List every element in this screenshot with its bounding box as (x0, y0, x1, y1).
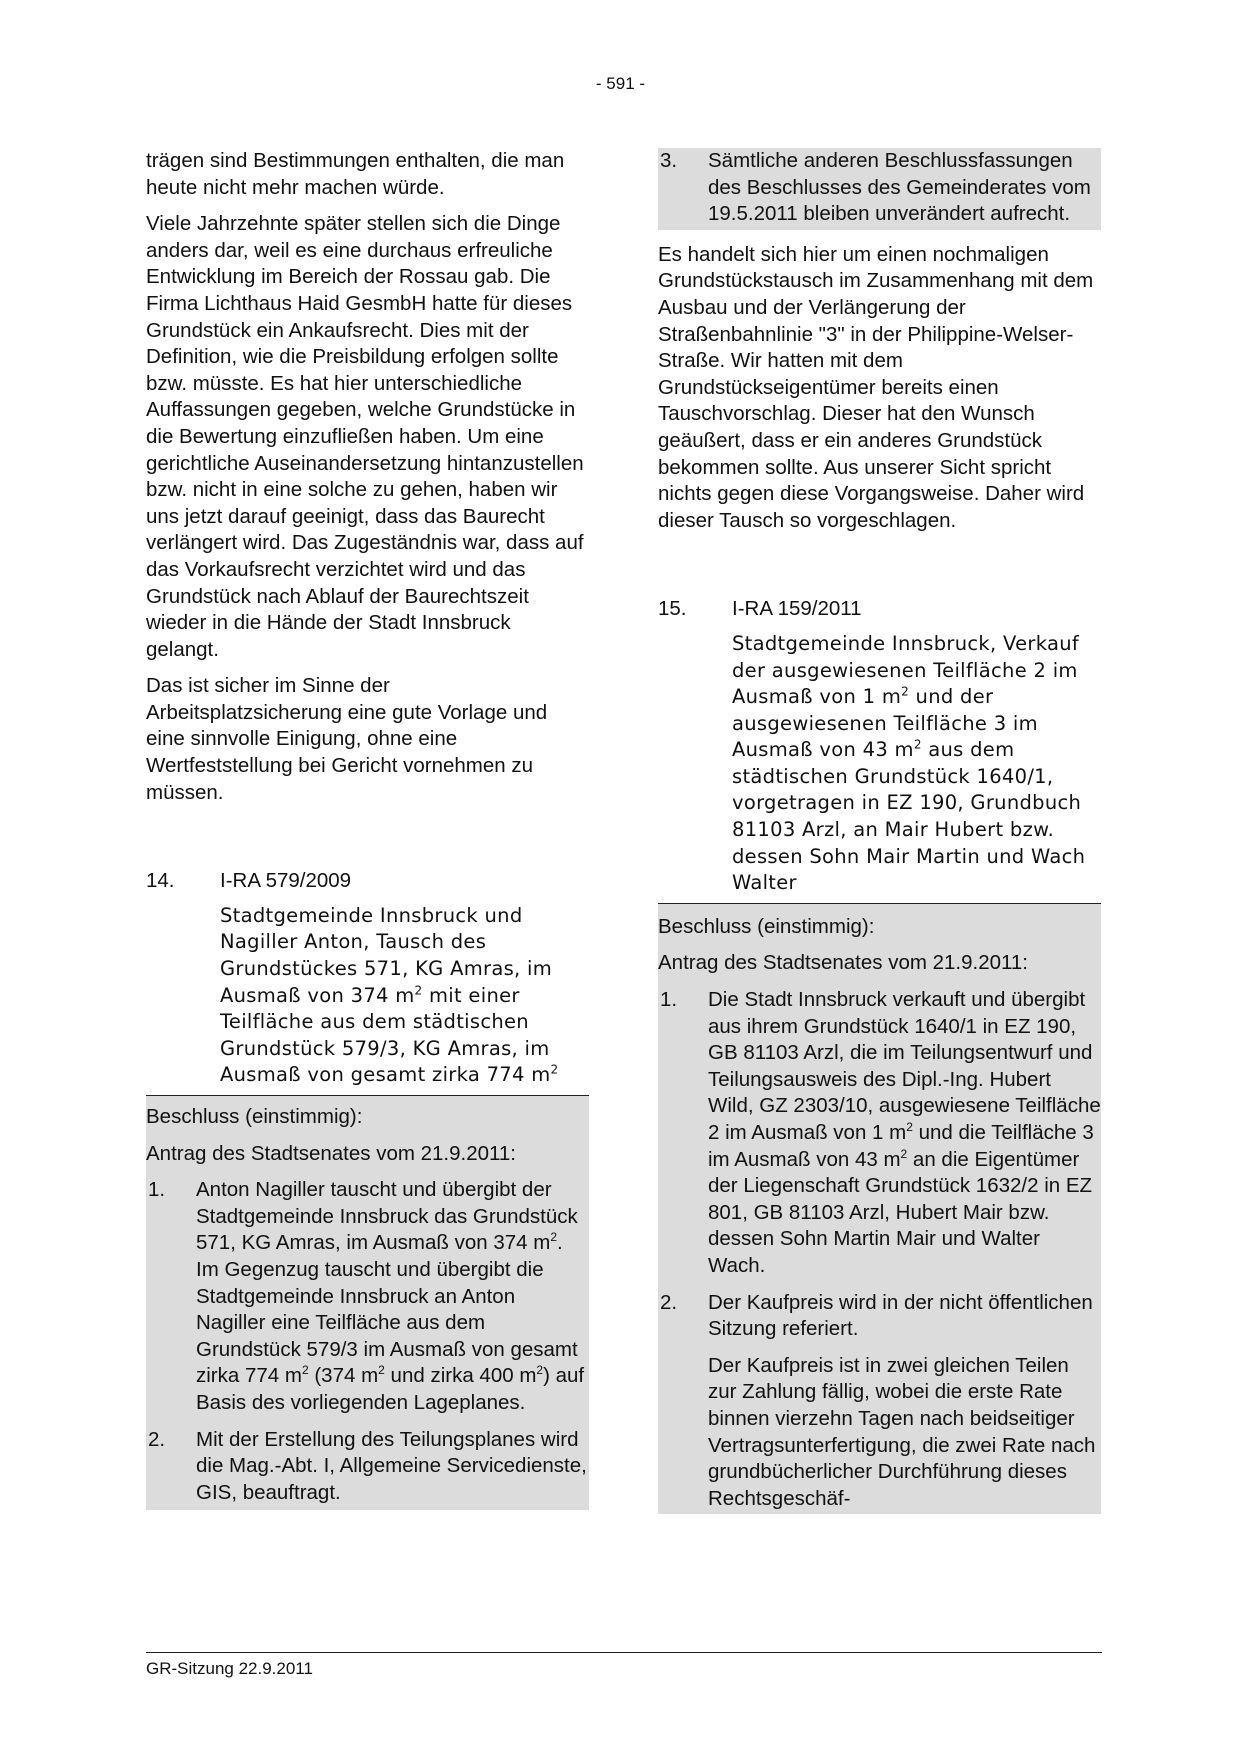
decision-label: Beschluss (einstimmig): (146, 1105, 363, 1128)
list-item: 1. Anton Nagiller tauscht und übergibt der Stadtgemeinde Innsbruck das Grundstück 571, KG Amras, im Ausmaß von 374 $m^2$. Im Gegenzug tauscht und übergibt die Stadtgemeinde Innsbruck an Anton Nagiller eine Teilfläche aus dem Grundstück 579/3 im Ausmaß von gesamt zirka 774 $m^2$ (374 $m^2$ und zirka 400 $m^2$) auf Basis des vorliegenden Lageplanes. (148, 1178, 585, 1414)
item-reference: I-RA 159/2011 (732, 597, 862, 621)
page-number: - 591 - (595, 74, 646, 93)
motion-label: Antrag des Stadtsenates vom 21.9.2011: (658, 951, 1029, 975)
list-item: 1. Die Stadt Innsbruck verkauft und übergibt aus ihrem Grundstück 1640/1 in EZ 190, GB 81103 Arzl, die im Teilungsentwurf und Teilungsausweis des Dipl.-Ing. Hubert Wild, GZ 2303/10, ausgewiesene Teilfläche 2 im Ausmaß von 1 $m^2$ und die Teilfläche 3 im Ausmaß von 43 $m^2$ an die Eigentümer der Liegenschaft Grundstück 1632/2 in EZ 801, GB 81103 Arzl, Hubert Mair bzw. dessen Sohn Martin Mair und Walter Wach. (660, 988, 1101, 1277)
resolution-block (658, 903, 1101, 1514)
footer: GR-Sitzung 22.9.2011 (146, 1652, 1102, 1679)
item-number: 14. (146, 869, 175, 893)
resolution-block (146, 1095, 589, 1510)
paragraph: trägen sind Bestimmungen enthalten, die man heute nicht mehr machen würde. (146, 149, 565, 199)
decision-label: Beschluss (einstimmig): (658, 914, 875, 938)
list-item: 2. Der Kaufpreis wird in der nicht öffentlichen Sitzung referiert. (660, 1290, 1093, 1341)
agenda-item-14 (146, 868, 589, 895)
list-item: 2. Mit der Erstellung des Teilungsplanes wird die Mag.-Abt. I, Allgemeine Servicedienste, GIS, beauftragt. (148, 1427, 587, 1504)
paragraph: Viele Jahrzehnte später stellen sich die Dinge anders dar, weil es eine durchaus erfreuliche Entwicklung im Bereich der Rossau gab. Die Firma Lichthaus Haid GesmbH hatte für dieses Grundstück ein Ankaufsrecht. Dies mit der Definition, wie die Preisbildung erfolgen sollte bzw. müsste. Es hat hier unterschiedliche Auffassungen gegeben, welche Grundstücke in die Bewertung einzufließen haben. Um eine gerichtliche Auseinandersetzung hintanzustellen bzw. nicht in eine solche zu gehen, haben wir uns jetzt darauf geeinigt, dass das Baurecht verlängert wird. Das Zugeständnis war, dass auf das Vorkaufsrecht verzichtet wird und das Grundstück nach Ablauf der Baurechtszeit wieder in die Hände der Stadt Innsbruck gelangt. (146, 212, 584, 661)
paragraph: Das ist sicher im Sinne der Arbeitsplatzsicherung eine gute Vorlage und eine sinnvolle Einigung, ohne eine Wertfeststellung bei Gericht vornehmen zu müssen. (146, 674, 548, 804)
list-item: 3. Sämtliche anderen Beschlussfassungen des Beschlusses des Gemeinderates vom 19.5.2011 bleiben unverändert aufrecht. (660, 149, 1091, 226)
item-title: Stadtgemeinde Innsbruck und Nagiller Anton, Tausch des Grundstückes 571, KG Amras, im Ausmaß von 374 $m^2$ mit einer Teilfläche aus dem städtischen Grundstück 579/3, KG Amras, im Ausmaß von gesamt zirka 774 $m^2$ (220, 903, 559, 1087)
paragraph: Der Kaufpreis ist in zwei gleichen Teilen zur Zahlung fällig, wobei die erste Rate binnen vierzehn Tagen nach beidseitiger Vertragsunterfertigung, die zwei Rate nach grundbücherlicher Durchführung dieses Rechtsgeschäf- (708, 1353, 1096, 1510)
paragraph: Es handelt sich hier um einen nochmaligen Grundstückstausch im Zusammenhang mit dem Ausbau und der Verlängerung der Straßenbahnlinie "3" in der Philippine-Welser-Straße. Wir hatten mit dem Grundstückseigentümer bereits einen Tauschvorschlag. Dieser hat den Wunsch geäußert, dass er ein anderes Grundstück bekommen sollte. Aus unserer Sicht spricht nichts gegen diese Vorgangsweise. Daher wird dieser Tausch so vorgeschlagen. (658, 242, 1094, 532)
motion-label: Antrag des Stadtsenates vom 21.9.2011: (146, 1141, 517, 1165)
item-title: Stadtgemeinde Innsbruck, Verkauf der ausgewiesenen Teilfläche 2 im Ausmaß von 1 $m^2$ und der ausgewiesenen Teilfläche 3 im Ausmaß von 43 $m^2$ aus dem städtischen Grundstück 1640/1, vorgetragen in EZ 190, Grundbuch 81103 Arzl, an Mair Hubert bzw. dessen Sohn Mair Martin und Wach Walter (732, 631, 1086, 895)
item-reference: I-RA 579/2009 (220, 869, 352, 893)
item-number: 15. (658, 597, 687, 621)
resolution-continuation (658, 148, 1101, 230)
left-column (146, 148, 589, 1510)
right-column (658, 148, 1101, 1514)
agenda-item-15 (658, 596, 1101, 623)
